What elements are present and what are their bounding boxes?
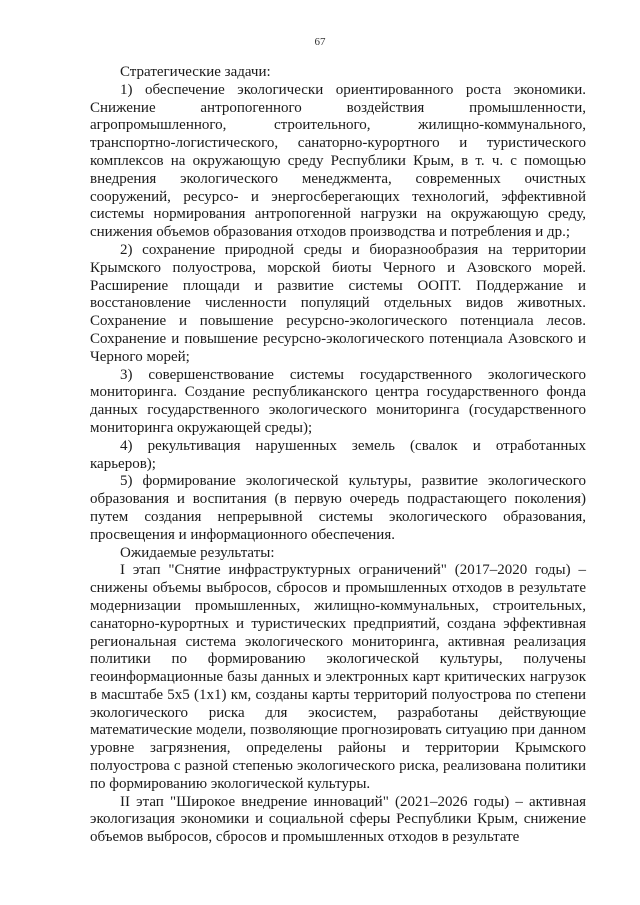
task-2-paragraph: 2) сохранение природной среды и биоразнообразия на территории Крымского полуострова, морской биоты Черного и Азовского морей. Расширение площади и развитие системы ООПТ. Поддержание и восстановление численности популяций отдельных видов животных. Сохранение и повышение ресурсно-экологического потенциала лесов. Сохранение и повышение ресурсно-экологического потенциала Азовского и Черного морей; — [90, 241, 586, 365]
task-3-paragraph: 3) совершенствование системы государственного экологического мониторинга. Создание республиканского центра государственного фонда данных государственного экологического мониторинга (государственного мониторинга окружающей среды); — [90, 366, 586, 436]
task-4-paragraph: 4) рекультивация нарушенных земель (свалок и отработанных карьеров); — [90, 437, 586, 472]
stage-2-paragraph: II этап "Широкое внедрение инноваций" (2021–2026 годы) – активная экологизация экономики и социальной сферы Республики Крым, снижение объемов выбросов, сбросов и промышленных отходов в результате — [90, 793, 586, 846]
page-number: 67 — [314, 36, 326, 48]
document-body — [90, 64, 586, 847]
stage-1-paragraph: I этап "Снятие инфраструктурных ограничений" (2017–2020 годы) – снижены объемы выбросов, сбросов и промышленных отходов в результате модернизации промышленных, жилищно-коммунальных, строительных, санаторно-курортных и туристических предприятий, создана эффективная региональная система экологического мониторинга, активная реализация политики по формированию экологической культуры, получены геоинформационные базы данных и электронных карт критических нагрузок в масштабе 5х5 (1х1) км, созданы карты территорий полуострова по степени экологического риска для экосистем, разработаны действующие математические модели, позволяющие прогнозировать ситуацию при данном уровне загрязнения, определены районы и территории Крымского полуострова с разной степенью экологического риска, реализована политики по формированию экологической культуры. — [90, 562, 586, 792]
strategic-tasks-heading: Стратегические задачи: — [120, 64, 271, 80]
task-1-paragraph: 1) обеспечение экологически ориентированного роста экономики. Снижение антропогенного воздействия промышленности, агропромышленного, строительного, жилищно-коммунального, транспортно-логистического, санаторно-курортного и туристического комплексов на окружающую среду Республики Крым, в т. ч. с помощью внедрения экологического менеджмента, современных очистных сооружений, ресурсо- и энергосберегающих технологий, эффективной системы нормирования антропогенной нагрузки на окружающую среду, снижения объемов образования отходов производства и потребления и др.; — [90, 81, 586, 241]
task-5-paragraph: 5) формирование экологической культуры, развитие экологического образования и воспитания (в первую очередь подрастающего поколения) путем создания непрерывной системы экологического образования, просвещения и информационного обеспечения. — [90, 473, 586, 543]
expected-results-heading: Ожидаемые результаты: — [120, 544, 275, 561]
